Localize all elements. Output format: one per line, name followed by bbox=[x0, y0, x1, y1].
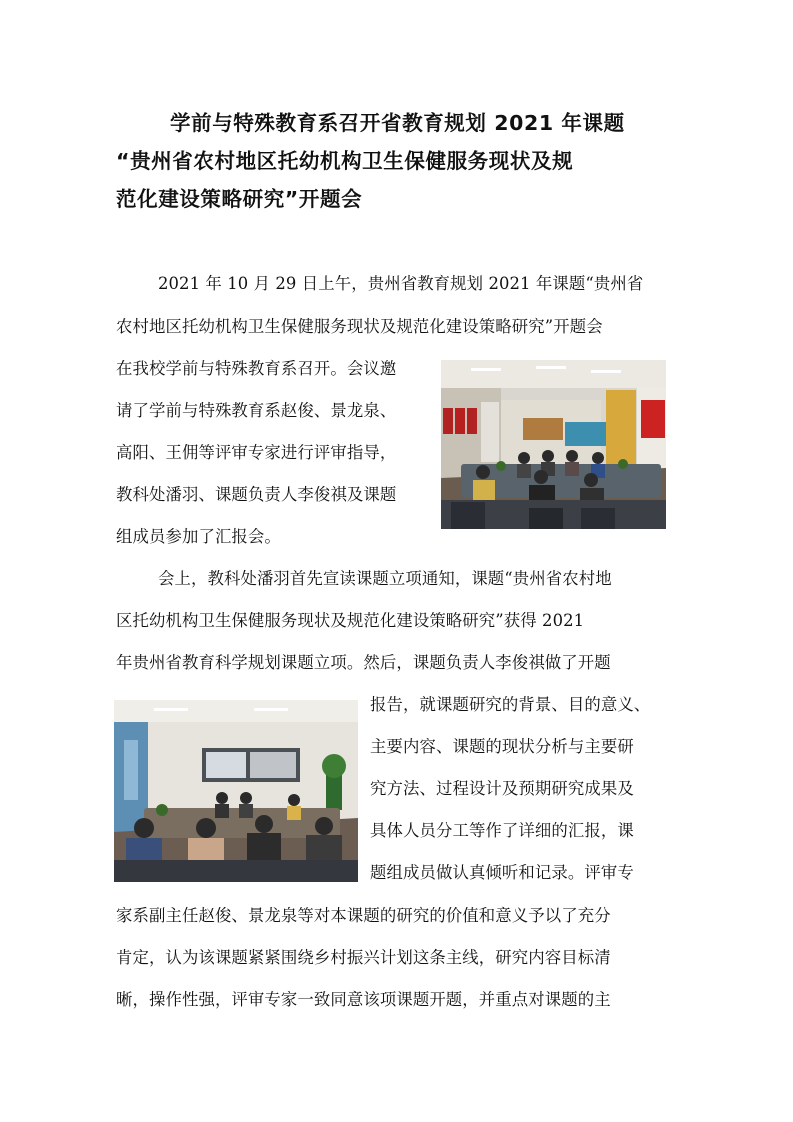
body-line: 家系副主任赵俊、景龙泉等对本课题的研究的价值和意义予以了充分 bbox=[116, 906, 611, 925]
body-line: 在我校学前与特殊教育系召开。会议邀 bbox=[116, 359, 397, 378]
title-line-2: “贵州省农村地区托幼机构卫生保健服务现状及规 bbox=[116, 149, 574, 173]
body-line: 请了学前与特殊教育系赵俊、景龙泉、 bbox=[116, 401, 397, 420]
body-line: 题组成员做认真倾听和记录。评审专 bbox=[370, 863, 634, 882]
body-line: 区托幼机构卫生保健服务现状及规范化建设策略研究”获得 2021 bbox=[116, 611, 585, 630]
body-line: 教科处潘羽、课题负责人李俊祺及课题 bbox=[116, 485, 397, 504]
body-line: 高阳、王佣等评审专家进行评审指导， bbox=[116, 443, 397, 462]
body-line: 2021 年 10 月 29 日上午，贵州省教育规划 2021 年课题“贵州省 bbox=[158, 274, 644, 293]
body-line: 年贵州省教育科学规划课题立项。然后，课题负责人李俊祺做了开题 bbox=[116, 653, 611, 672]
body-line: 会上，教科处潘羽首先宣读课题立项通知，课题“贵州省农村地 bbox=[158, 569, 612, 588]
body-line: 组成员参加了汇报会。 bbox=[116, 527, 281, 546]
meeting-photo-1 bbox=[441, 360, 666, 529]
body-line: 报告，就课题研究的背景、目的意义、 bbox=[370, 695, 651, 714]
title-line-1: 学前与特殊教育系召开省教育规划 2021 年课题 bbox=[170, 111, 625, 135]
meeting-photo-2 bbox=[114, 700, 358, 882]
title-line-3: 范化建设策略研究”开题会 bbox=[116, 187, 363, 211]
body-line: 肯定，认为该课题紧紧围绕乡村振兴计划这条主线，研究内容目标清 bbox=[116, 948, 611, 967]
body-line: 具体人员分工等作了详细的汇报，课 bbox=[370, 821, 634, 840]
body-line: 究方法、过程设计及预期研究成果及 bbox=[370, 779, 634, 798]
document-title bbox=[116, 104, 684, 218]
body-line: 农村地区托幼机构卫生保健服务现状及规范化建设策略研究”开题会 bbox=[116, 317, 603, 336]
body-line: 晰，操作性强，评审专家一致同意该项课题开题，并重点对课题的主 bbox=[116, 990, 611, 1009]
body-line: 主要内容、课题的现状分析与主要研 bbox=[370, 737, 634, 756]
